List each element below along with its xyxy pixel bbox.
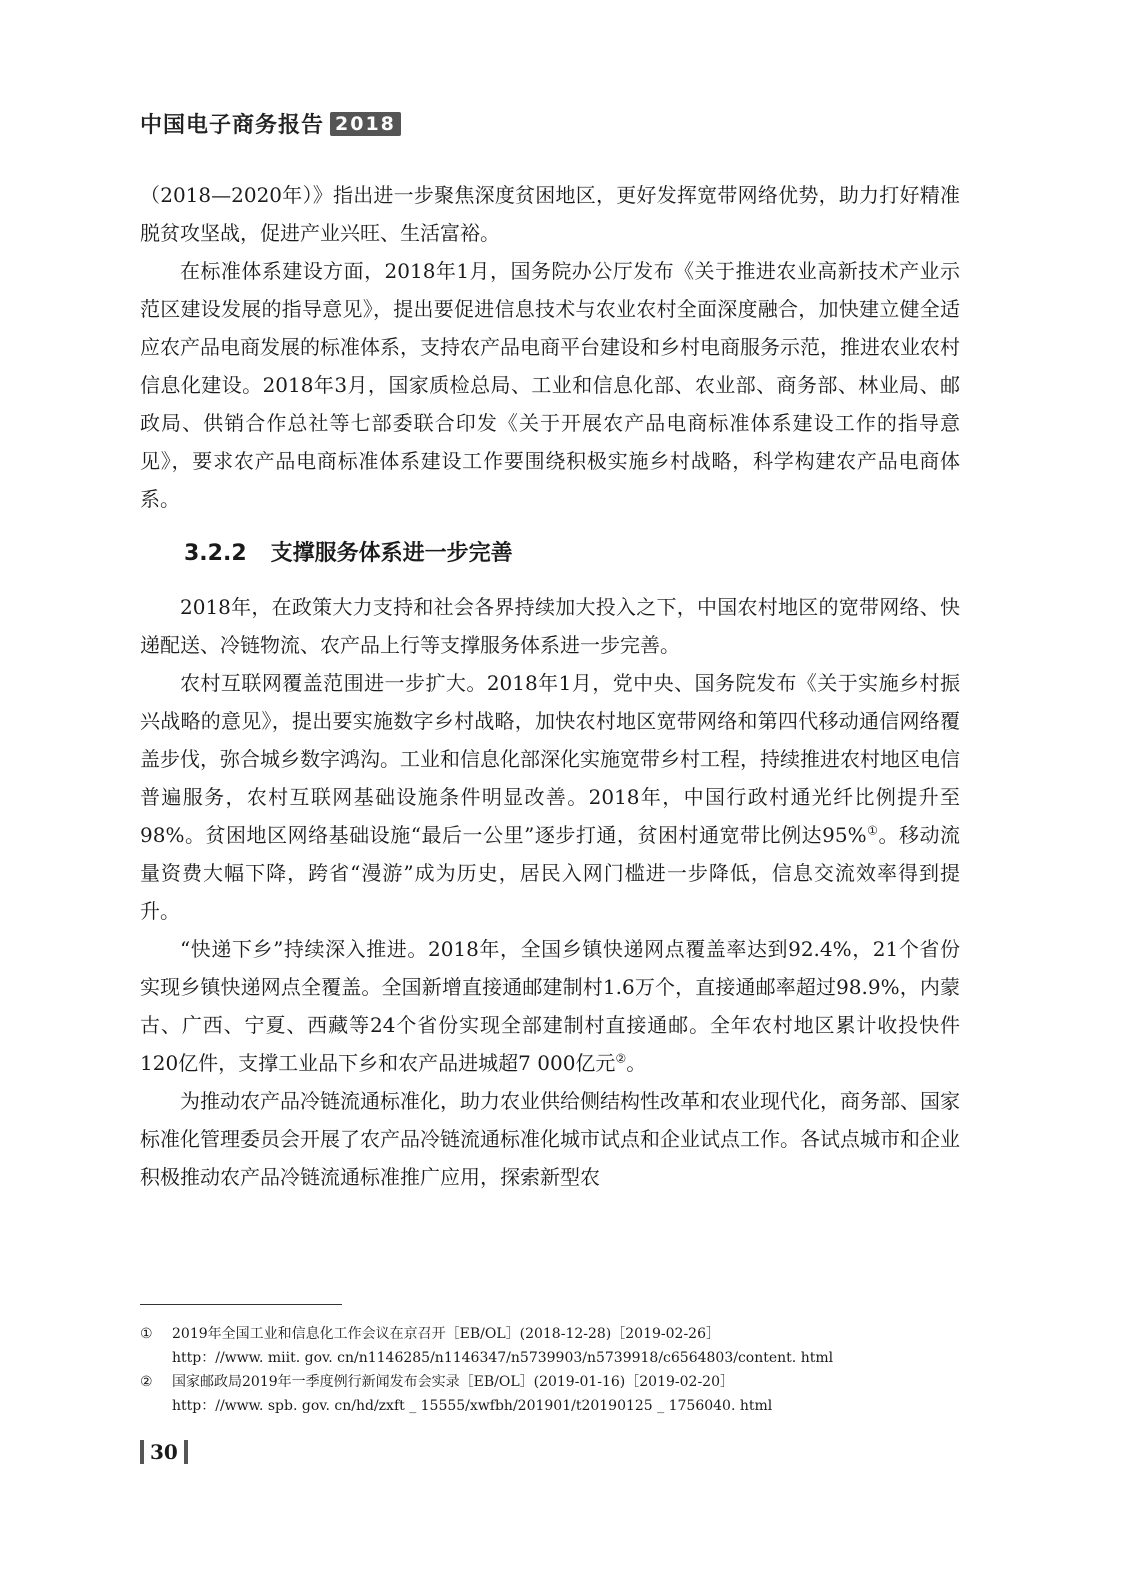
footnote-divider (140, 1304, 342, 1305)
book-year-badge: 2018 (330, 112, 401, 136)
section-title: 支撑服务体系进一步完善 (270, 541, 513, 566)
footnote-url: http：//www. miit. gov. cn/n1146285/n1146347/n5739903/n5739918/c6564803/content. html (172, 1350, 834, 1366)
footnote-ref-2: ② (615, 1051, 627, 1066)
footnote-item (140, 1322, 960, 1370)
paragraph-continued: （2018—2020年）》指出进一步聚焦深度贫困地区，更好发挥宽带网络优势，助力打好精准脱贫攻坚战，促进产业兴旺、生活富裕。 (140, 183, 960, 245)
paragraph-internet-text-b: 。移动流量资费大幅下降，跨省“漫游”成为历史，居民入网门槛进一步降低，信息交流效率得到提升。 (140, 823, 961, 923)
paragraph-express-delivery (140, 930, 960, 1082)
footnote-url: http：//www. spb. gov. cn/hd/zxft _ 15555/xwfbh/201901/t20190125 _ 1756040. html (172, 1398, 773, 1414)
paragraph-internet-coverage (140, 664, 960, 930)
page-number-bar-left (140, 1440, 144, 1464)
paragraph-standards: 在标准体系建设方面，2018年1月，国务院办公厅发布《关于推进农业高新技术产业示范区建设发展的指导意见》，提出要促进信息技术与农业农村全面深度融合，加快建立健全适应农产品电商发展的标准体系，支持农产品电商平台建设和乡村电商服务示范，推进农业农村信息化建设。2018年3月，国家质检总局、工业和信息化部、农业部、商务部、林业局、邮政局、供销合作总社等七部委联合印发《关于开展农产品电商标准体系建设工作的指导意见》，要求农产品电商标准体系建设工作要围绕积极实施乡村战略，科学构建农产品电商体系。 (140, 259, 960, 511)
page-number-bar-right (184, 1440, 188, 1464)
paragraph-express-text-a: “快递下乡”持续深入推进。2018年，全国乡镇快递网点覆盖率达到92.4%，21个省份实现乡镇快递网点全覆盖。全国新增直接通邮建制村1.6万个，直接通邮率超过98.9%，内蒙古、广西、宁夏、西藏等24个省份实现全部建制村直接通邮。全年农村地区累计收投快件120亿件，支撑工业品下乡和农产品进城超7 000亿元 (140, 937, 960, 1075)
footnote-item (140, 1370, 960, 1418)
book-title: 中国电子商务报告 (140, 113, 325, 138)
section-number: 3.2.2 (184, 541, 247, 566)
page-number (140, 1440, 188, 1464)
page-number-value: 30 (150, 1440, 178, 1464)
paragraph-internet-text-a: 农村互联网覆盖范围进一步扩大。2018年1月，党中央、国务院发布《关于实施乡村振兴战略的意见》，提出要实施数字乡村战略，加快农村地区宽带网络和第四代移动通信网络覆盖步伐，弥合城乡数字鸿沟。工业和信息化部深化实施宽带乡村工程，持续推进农村地区电信普遍服务，农村互联网基础设施条件明显改善。2018年，中国行政村通光纤比例提升至98%。贫困地区网络基础设施“最后一公里”逐步打通，贫困村通宽带比例达95% (140, 671, 960, 847)
footnote-citation: 2019年全国工业和信息化工作会议在京召开［EB/OL］(2018-12-28)［2019-02-26］ (172, 1326, 720, 1342)
paragraph-express-text-b: 。 (626, 1051, 647, 1075)
paragraph-intro: 2018年，在政策大力支持和社会各界持续加大投入之下，中国农村地区的宽带网络、快递配送、冷链物流、农产品上行等支撑服务体系进一步完善。 (140, 595, 960, 657)
footnotes (140, 1322, 960, 1418)
running-header (140, 108, 401, 139)
body-text (140, 176, 960, 1196)
paragraph-cold-chain: 为推动农产品冷链流通标准化，助力农业供给侧结构性改革和农业现代化，商务部、国家标准化管理委员会开展了农产品冷链流通标准化城市试点和企业试点工作。各试点城市和企业积极推动农产品冷链流通标准推广应用，探索新型农 (140, 1089, 960, 1189)
footnote-mark: ② (140, 1374, 153, 1390)
footnote-citation: 国家邮政局2019年一季度例行新闻发布会实录［EB/OL］(2019-01-16)［2019-02-20］ (172, 1374, 734, 1390)
footnote-ref-1: ① (866, 823, 879, 838)
section-heading (140, 534, 960, 574)
footnote-mark: ① (140, 1326, 153, 1342)
